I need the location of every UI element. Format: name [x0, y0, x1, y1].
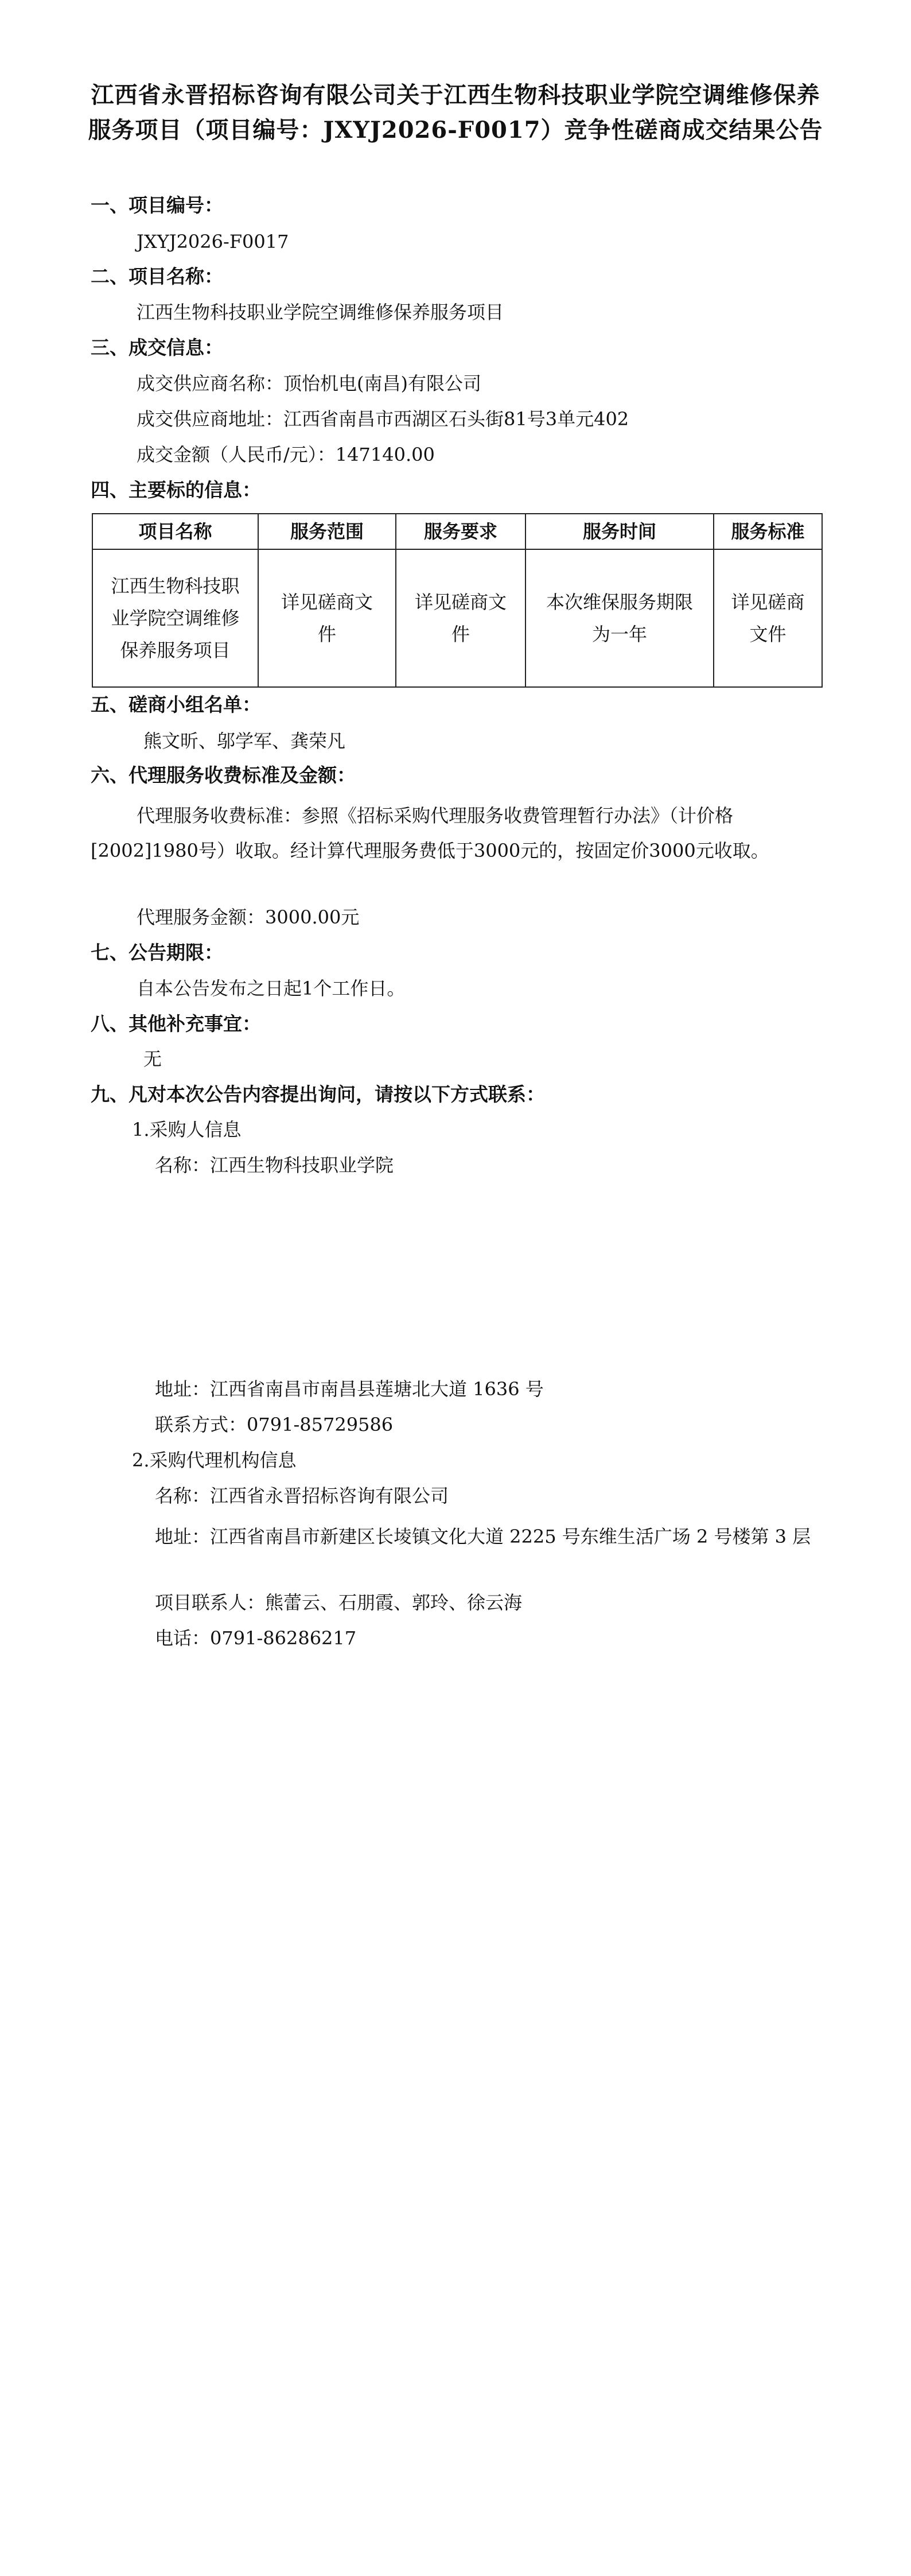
purchaser-info-label: 1.采购人信息 — [132, 1119, 242, 1140]
table-cell: 详见磋商文件 — [258, 549, 396, 687]
section-project-number-heading: 一、项目编号： — [91, 194, 223, 216]
subject-info-table — [92, 513, 823, 688]
other-matters-value: 无 — [143, 1048, 162, 1070]
section-notice-period-heading: 七、公告期限： — [91, 941, 223, 964]
purchaser-name: 名称：江西生物科技职业学院 — [155, 1154, 394, 1176]
project-number-value: JXYJ2026-F0017 — [137, 231, 289, 253]
table-header-cell: 服务时间 — [525, 514, 714, 549]
section-subject-info-heading: 四、主要标的信息： — [91, 479, 261, 501]
table-row — [92, 549, 822, 687]
table-header-row — [92, 514, 822, 549]
panel-list-value: 熊文昕、邬学军、龚荣凡 — [143, 730, 346, 752]
purchaser-address: 地址：江西省南昌市南昌县莲塘北大道 1636 号 — [155, 1378, 544, 1400]
table-cell: 详见磋商文件 — [714, 549, 822, 687]
section-agency-fee-heading: 六、代理服务收费标准及金额： — [91, 764, 356, 786]
table-header-cell: 服务要求 — [396, 514, 525, 549]
section-contact-heading: 九、凡对本次公告内容提出询问，请按以下方式联系： — [91, 1083, 545, 1105]
section-panel-list-heading: 五、磋商小组名单： — [91, 693, 261, 716]
deal-amount: 成交金额（人民币/元）：147140.00 — [137, 444, 435, 465]
table-header-cell: 服务标准 — [714, 514, 822, 549]
table-cell: 江西生物科技职业学院空调维修保养服务项目 — [92, 549, 258, 687]
project-name-value: 江西生物科技职业学院空调维修保养服务项目 — [137, 301, 504, 323]
table-cell: 详见磋商文件 — [396, 549, 525, 687]
agency-address: 地址：江西省南昌市新建区长堎镇文化大道 2225 号东维生活广场 2 号楼第 3 层 — [155, 1526, 811, 1547]
supplier-address: 成交供应商地址：江西省南昌市西湖区石头街81号3单元402 — [137, 408, 629, 430]
table-cell: 本次维保服务期限为一年 — [525, 549, 714, 687]
purchaser-contact: 联系方式：0791-85729586 — [155, 1414, 394, 1436]
agency-fee-standard: 代理服务收费标准：参照《招标采购代理服务收费管理暂行办法》（计价格[2002]1980号）收取。经计算代理服务费低于3000元的，按固定价3000元收取。 — [91, 805, 769, 862]
section-deal-info-heading: 三、成交信息： — [91, 336, 223, 359]
agency-info-label: 2.采购代理机构信息 — [132, 1449, 297, 1471]
agency-name: 名称：江西省永晋招标咨询有限公司 — [155, 1485, 449, 1507]
table-header-cell: 项目名称 — [92, 514, 258, 549]
notice-period-value: 自本公告发布之日起1个工作日。 — [137, 977, 406, 999]
agency-fee-amount: 代理服务金额：3000.00元 — [137, 906, 360, 928]
document-title: 江西省永晋招标咨询有限公司关于江西生物科技职业学院空调维修保养服务项目（项目编号：JXYJ2026-F0017）竞争性磋商成交结果公告 — [88, 82, 823, 143]
table-header-cell: 服务范围 — [258, 514, 396, 549]
supplier-name: 成交供应商名称：顶怡机电(南昌)有限公司 — [137, 373, 481, 394]
agency-phone: 电话：0791-86286217 — [155, 1627, 357, 1649]
section-other-matters-heading: 八、其他补充事宜： — [91, 1012, 261, 1035]
section-project-name-heading: 二、项目名称： — [91, 265, 223, 288]
agency-contact-person: 项目联系人：熊蕾云、石朋霞、郭玲、徐云海 — [155, 1592, 523, 1613]
